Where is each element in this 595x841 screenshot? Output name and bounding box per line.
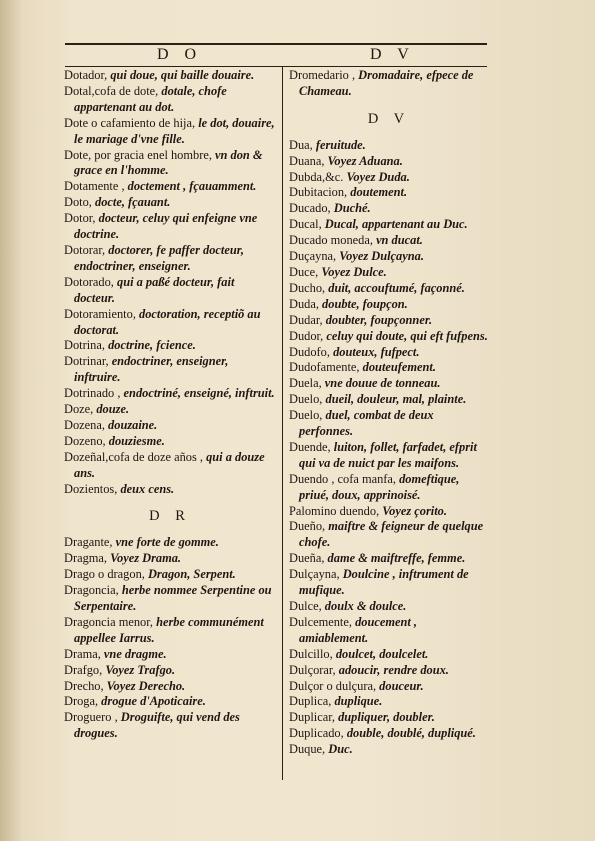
entry-headword: Dozena, — [64, 417, 105, 432]
entry-headword: Droguero , — [64, 710, 118, 725]
entry-definition: domeftique, priué, doux, apprinoisé. — [299, 471, 460, 502]
dictionary-entry — [64, 386, 276, 402]
entry-headword: Dulçayna, — [289, 567, 340, 582]
entry-definition: vn ducat. — [376, 233, 423, 248]
entry-headword: Dotal,cofa de dote, — [64, 83, 159, 98]
entry-headword: Dua, — [289, 137, 313, 152]
entry-definition: vne forte de gomme. — [115, 535, 219, 550]
entry-headword: Dotor, — [64, 211, 96, 226]
entry-definition: qui doue, qui baille douaire. — [110, 68, 255, 82]
entry-headword: Duda, — [289, 296, 319, 311]
dictionary-entry — [64, 567, 276, 583]
entry-headword: Drago o dragon, — [64, 567, 145, 582]
entry-definition: doucement , amiablement. — [299, 614, 418, 645]
dictionary-entry — [64, 535, 276, 551]
entry-definition: Voyez Derecho. — [106, 678, 186, 693]
entry-headword: Dotorar, — [64, 242, 106, 257]
entry-definition: vn don & grace en l'homme. — [74, 147, 263, 178]
entry-definition: doulcet, doulcelet. — [335, 646, 429, 661]
dictionary-entry — [289, 551, 489, 567]
entry-headword: Dozeñal,cofa de doze años , — [64, 449, 203, 464]
entry-headword: Dueño, — [289, 519, 326, 534]
entry-headword: Duelo, — [289, 392, 323, 407]
entry-definition: vne douue de tonneau. — [324, 376, 441, 391]
dictionary-entry — [289, 440, 489, 472]
entry-headword: Drecho, — [64, 678, 104, 693]
dictionary-entry — [64, 694, 276, 710]
dictionary-entry — [289, 185, 489, 201]
entry-headword: Dotorado, — [64, 274, 114, 289]
dictionary-entry — [64, 482, 276, 498]
running-head-right: D V — [370, 46, 415, 63]
dictionary-entry — [289, 742, 489, 758]
entry-definition: qui a paßé docteur, fait docteur. — [74, 274, 235, 305]
entry-headword: Dulçorar, — [289, 662, 336, 677]
entry-headword: Doto, — [64, 195, 92, 210]
dictionary-entry — [289, 726, 489, 742]
entry-headword: Dotrinar, — [64, 354, 109, 369]
entry-headword: Dulcillo, — [289, 646, 333, 661]
dictionary-entry — [289, 392, 489, 408]
entry-headword: Palomino duendo, — [289, 503, 380, 518]
dictionary-entry — [289, 710, 489, 726]
entry-definition: dueil, douleur, mal, plainte. — [325, 392, 467, 407]
entry-definition: doctoration, receptiõ au doctorat. — [74, 306, 261, 337]
dictionary-entry — [289, 170, 489, 186]
entry-headword: Ducado moneda, — [289, 233, 373, 248]
dictionary-entry — [64, 179, 276, 195]
dictionary-entry — [64, 338, 276, 354]
entry-headword: Dotrinado , — [64, 386, 121, 401]
dictionary-entry — [289, 567, 489, 599]
entry-definition: dupliquer, doubler. — [338, 710, 435, 725]
entry-definition: duit, accouftumé, façonné. — [328, 280, 465, 295]
entry-definition: endoctriner, enseigner, inftruire. — [74, 354, 229, 385]
entry-definition: douceur. — [379, 678, 424, 693]
dictionary-entry — [289, 68, 489, 100]
dictionary-entry — [64, 354, 276, 386]
left-column — [64, 68, 276, 742]
dictionary-entry — [289, 408, 489, 440]
entry-definition: dotale, chofe appartenant au dot. — [74, 83, 227, 114]
dictionary-entry — [64, 418, 276, 434]
entry-definition: adoucir, rendre doux. — [338, 662, 449, 677]
entry-headword: Dotoramiento, — [64, 306, 136, 321]
entry-headword: Dragma, — [64, 551, 108, 566]
entry-headword: Drafgo, — [64, 662, 103, 677]
entry-definition: doctorer, fe paffer docteur, endoctriner, enseigner. — [74, 242, 244, 273]
dictionary-entry — [289, 201, 489, 217]
dictionary-entry — [64, 434, 276, 450]
entry-definition: Voyez Dulçayna. — [339, 249, 424, 264]
entry-definition: vne dragme. — [103, 646, 167, 661]
entry-definition: douze. — [96, 402, 130, 417]
entry-definition: celuy qui doute, qui eft fufpens. — [326, 328, 488, 343]
entry-definition: Duc. — [328, 742, 353, 757]
entry-headword: Duana, — [289, 153, 325, 168]
entry-definition: Voyez çorito. — [382, 503, 447, 518]
entry-definition: Droguifte, qui vend des drogues. — [74, 710, 240, 741]
dictionary-entry — [64, 195, 276, 211]
dictionary-entry — [289, 297, 489, 313]
entry-definition: douzaine. — [108, 417, 158, 432]
entry-definition: double, doublé, dupliqué. — [346, 726, 476, 741]
entry-headword: Dromedario , — [289, 68, 356, 82]
dictionary-entry — [64, 663, 276, 679]
dictionary-entry — [289, 265, 489, 281]
section-heading: D V — [367, 110, 411, 127]
entry-definition: doctrine, fcience. — [108, 338, 196, 353]
entry-headword: Dote o cafamiento de hija, — [64, 115, 196, 130]
entry-headword: Dragoncia, — [64, 583, 119, 598]
dictionary-entry — [289, 376, 489, 392]
entry-headword: Droga, — [64, 694, 99, 709]
entry-headword: Dulce, — [289, 599, 322, 613]
entry-definition: feruitude. — [315, 137, 366, 152]
dictionary-entry — [289, 249, 489, 265]
dictionary-entry — [64, 402, 276, 418]
running-head-left: D O — [157, 46, 203, 63]
entry-headword: Dulcemente, — [289, 614, 352, 629]
dictionary-entry — [64, 243, 276, 275]
dictionary-entry — [64, 211, 276, 243]
dictionary-entry — [64, 450, 276, 482]
entry-definition: Voyez Dulce. — [321, 264, 387, 279]
entry-definition: doutement. — [350, 185, 408, 200]
entry-definition: Dromadaire, efpece de Chameau. — [299, 68, 474, 98]
entry-headword: Dragoncia menor, — [64, 614, 153, 629]
entry-definition: le dot, douaire, le mariage d'vne fille. — [74, 115, 275, 146]
dictionary-entry — [289, 313, 489, 329]
entry-definition: herbe communément appellee Iarrus. — [74, 614, 264, 645]
dictionary-entry — [289, 504, 489, 520]
entry-definition: doubte, foupçon. — [322, 296, 408, 311]
entry-definition: dame & maiftreffe, femme. — [327, 551, 466, 566]
entry-definition: docte, fçauant. — [95, 195, 171, 210]
dictionary-entry — [64, 679, 276, 695]
dictionary-entry — [64, 68, 276, 84]
entry-headword: Dotador, — [64, 68, 108, 82]
entry-headword: Duplicar, — [289, 710, 335, 725]
dictionary-entry — [64, 551, 276, 567]
entry-headword: Dotrina, — [64, 338, 105, 353]
entry-headword: Dueña, — [289, 551, 325, 566]
entry-headword: Duplicado, — [289, 726, 344, 741]
entry-definition: doctement , fçauamment. — [127, 179, 257, 194]
binding-gutter — [0, 0, 22, 841]
entry-headword: Duela, — [289, 376, 322, 391]
entry-headword: Dulçor o dulçura, — [289, 678, 377, 693]
entry-headword: Dotamente , — [64, 179, 125, 194]
entry-definition: Duché. — [333, 201, 371, 216]
entry-definition: Ducal, appartenant au Duc. — [324, 217, 468, 232]
dictionary-entry — [289, 679, 489, 695]
dictionary-entry — [289, 217, 489, 233]
dictionary-entry — [64, 710, 276, 742]
entry-headword: Duendo , cofa manfa, — [289, 471, 396, 486]
dictionary-entry — [289, 694, 489, 710]
entry-definition: qui a douze ans. — [74, 449, 265, 480]
entry-definition: douteux, fufpect. — [333, 344, 420, 359]
dictionary-entry — [289, 329, 489, 345]
entry-headword: Ducal, — [289, 217, 322, 232]
entry-headword: Duplica, — [289, 694, 332, 709]
header-rule-top — [65, 43, 487, 45]
entry-definition: duel, combat de deux perfonnes. — [299, 408, 434, 439]
entry-headword: Duçayna, — [289, 249, 337, 264]
entry-headword: Duelo, — [289, 408, 323, 423]
dictionary-entry — [64, 647, 276, 663]
entry-definition: doubter, foupçonner. — [325, 312, 433, 327]
entry-definition: douziesme. — [108, 433, 165, 448]
entry-headword: Drama, — [64, 646, 101, 661]
header-rule-bottom — [65, 66, 487, 67]
dictionary-entry — [289, 599, 489, 615]
dictionary-entry — [64, 84, 276, 116]
entry-definition: Dragon, Serpent. — [147, 567, 236, 582]
right-column — [289, 68, 489, 758]
entry-headword: Dubda,&c. — [289, 169, 344, 184]
entry-headword: Dubitacion, — [289, 185, 348, 200]
entry-definition: Voyez Duda. — [346, 169, 410, 184]
entry-headword: Dote, por gracia enel hombre, — [64, 147, 212, 162]
entry-definition: duplique. — [334, 694, 383, 709]
entry-definition: endoctriné, enseigné, inftruit. — [123, 386, 275, 401]
entry-headword: Duque, — [289, 742, 326, 757]
entry-headword: Doze, — [64, 402, 94, 417]
dictionary-entry — [289, 615, 489, 647]
entry-definition: herbe nommee Serpentine ou Serpentaire. — [74, 583, 272, 613]
entry-headword: Dozeno, — [64, 433, 106, 448]
dictionary-entry — [289, 154, 489, 170]
dictionary-entry — [64, 275, 276, 307]
entry-headword: Dudor, — [289, 328, 324, 343]
column-divider — [282, 66, 283, 780]
entry-definition: maiftre & feigneur de quelque chofe. — [299, 519, 484, 550]
entry-headword: Dudofamente, — [289, 360, 360, 375]
entry-definition: Voyez Trafgo. — [105, 662, 176, 677]
dictionary-entry — [289, 663, 489, 679]
dictionary-entry — [289, 138, 489, 154]
entry-headword: Dudofo, — [289, 344, 330, 359]
dictionary-entry — [64, 307, 276, 339]
entry-headword: Dragante, — [64, 535, 113, 550]
dictionary-entry — [289, 519, 489, 551]
entry-headword: Duende, — [289, 439, 331, 454]
entry-definition: Voyez Drama. — [110, 551, 182, 566]
dictionary-entry — [289, 360, 489, 376]
entry-definition: Voyez Aduana. — [327, 153, 403, 168]
entry-headword: Duce, — [289, 264, 319, 279]
entry-definition: docteur, celuy qui enfeigne vne doctrine. — [74, 211, 258, 242]
entry-definition: Doulcine , inftrument de mufique. — [299, 567, 469, 598]
entry-headword: Ducado, — [289, 201, 331, 216]
dictionary-entry — [64, 583, 276, 615]
entry-headword: Ducho, — [289, 280, 326, 295]
dictionary-entry — [289, 345, 489, 361]
entry-definition: drogue d'Apoticaire. — [101, 694, 206, 709]
entry-definition: doulx & doulce. — [324, 599, 407, 613]
entry-definition: deux cens. — [120, 481, 175, 496]
dictionary-entry — [289, 233, 489, 249]
section-heading: D R — [149, 508, 191, 525]
dictionary-entry — [289, 472, 489, 504]
dictionary-entry — [289, 281, 489, 297]
dictionary-entry — [64, 116, 276, 148]
entry-headword: Dudar, — [289, 312, 323, 327]
dictionary-entry — [64, 615, 276, 647]
dictionary-entry — [64, 148, 276, 180]
entry-headword: Dozientos, — [64, 481, 118, 496]
entry-definition: douteufement. — [362, 360, 436, 375]
entry-definition: luiton, follet, farfadet, efprit qui va de nuict par les maifons. — [299, 439, 477, 470]
dictionary-entry — [289, 647, 489, 663]
